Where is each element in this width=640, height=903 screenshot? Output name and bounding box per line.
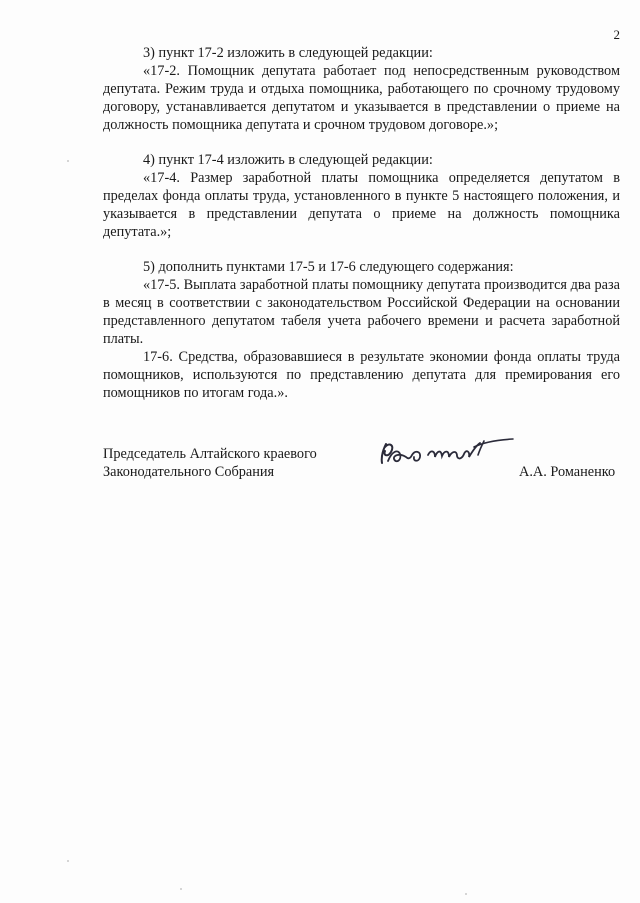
signatory-position-line-1: Председатель Алтайского краевого <box>103 446 317 462</box>
page-number: 2 <box>613 27 620 42</box>
scan-speck <box>67 160 69 162</box>
signatory-position <box>103 445 317 481</box>
scan-speck <box>67 860 69 862</box>
scan-speck <box>465 893 467 895</box>
item-4-intro: 4) пункт 17-4 изложить в следующей редакции: <box>143 152 433 168</box>
item-17-4-text: «17-4. Размер заработной платы помощника определяется депутатом в пределах фонда оплаты труда, установленного в пункте 5 настоящего положения, и указывается в представлении депутата о приеме на должность помощника депутата.»; <box>103 170 620 240</box>
signatory-position-line-2: Законодательного Собрания <box>103 464 275 480</box>
document-body <box>103 44 620 402</box>
handwritten-signature <box>374 427 524 477</box>
item-17-6-text: 17-6. Средства, образовавшиеся в результате экономии фонда оплаты труда помощников, используются по представлению депутата для премирования его помощников по итогам года.». <box>103 349 620 401</box>
item-3-intro: 3) пункт 17-2 изложить в следующей редакции: <box>143 45 433 61</box>
item-17-5-text: «17-5. Выплата заработной платы помощнику депутата производится два раза в месяц в соответствии с законодательством Российской Федерации на основании представленного депутатом табеля учета рабочего времени и расчета заработной платы. <box>103 277 620 347</box>
item-5-intro: 5) дополнить пунктами 17-5 и 17-6 следующего содержания: <box>143 259 514 275</box>
signer-name: А.А. Романенко <box>519 464 616 480</box>
item-17-2-text: «17-2. Помощник депутата работает под непосредственным руководством депутата. Режим труда и отдыха помощника, работающего по срочному трудовому договору, устанавливается депутатом и указывается в представлении о приеме на должность помощника депутата и срочном трудовом договоре.»; <box>103 63 620 133</box>
scan-speck <box>180 888 182 890</box>
